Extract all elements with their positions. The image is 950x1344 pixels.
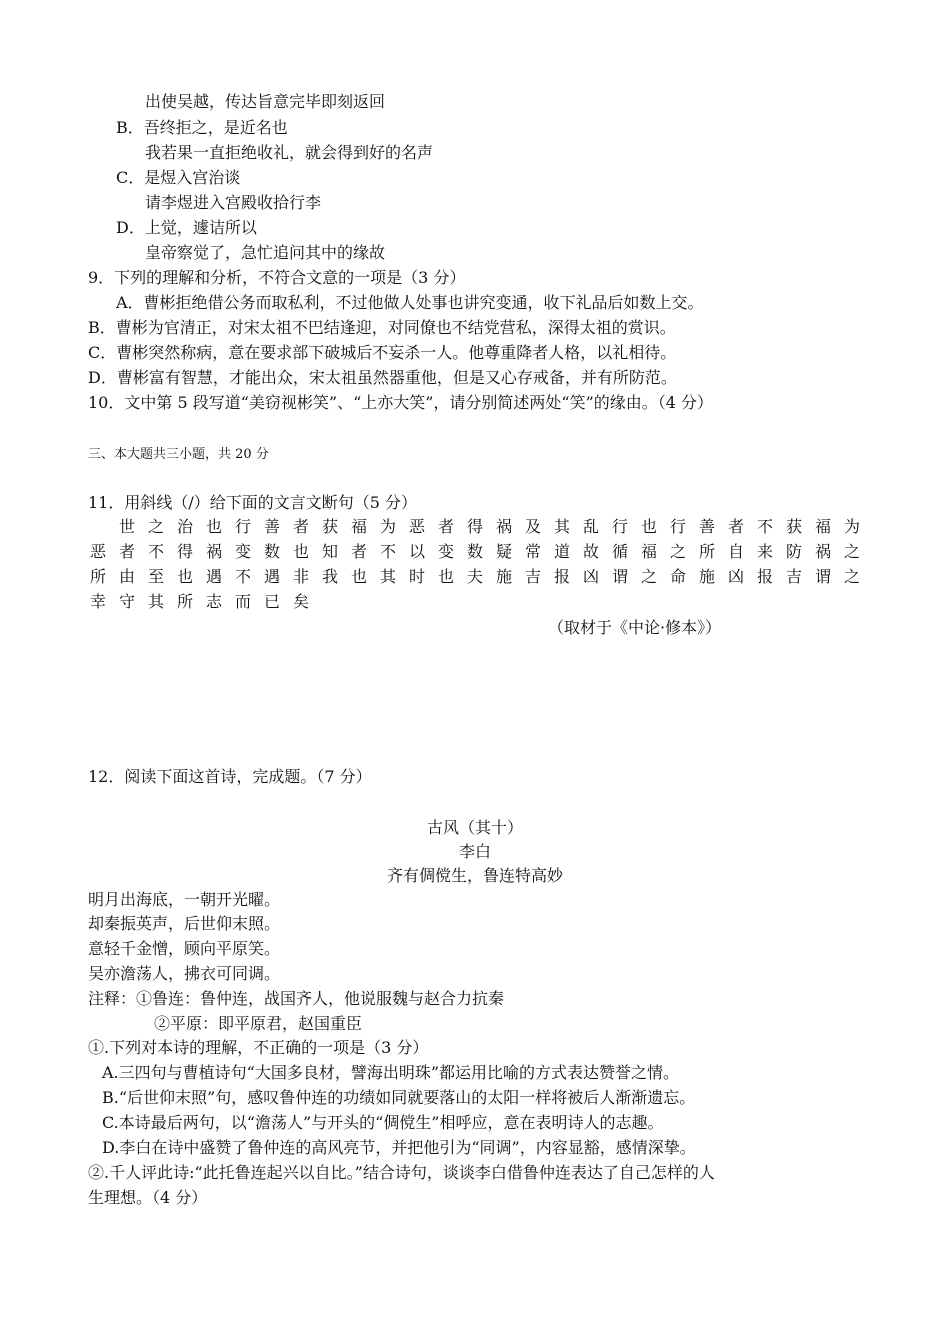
q11-passage-char: 也	[437, 567, 454, 586]
q11-passage-char: 已	[263, 592, 280, 611]
q11-passage-char: 循	[611, 542, 628, 561]
q11-passage-char: 数	[263, 542, 280, 561]
q11-passage-char: 故	[582, 542, 599, 561]
q11-passage-char: 不	[234, 567, 251, 586]
q12-option-d: D.李白在诗中盛赞了鲁仲连的高风亮节，并把他引为“同调”，内容显豁，感情深挚。	[102, 1138, 696, 1157]
q11-passage-char: 来	[756, 542, 773, 561]
poem-line-1: 齐有倜傥生，鲁连特高妙	[386, 866, 563, 885]
q11-passage-char: 幸	[89, 592, 106, 611]
q11-passage-char: 凶	[582, 567, 599, 586]
q11-passage-char: 祸	[814, 542, 831, 561]
q11-passage-char: 不	[379, 542, 396, 561]
q11-passage-char: 之	[843, 567, 860, 586]
q11-passage-row	[88, 592, 868, 612]
q12-option-a: A.三四句与曹植诗句“大国多良材，譬海出明珠”都运用比喻的方式表达赞誉之情。	[102, 1063, 680, 1082]
q11-passage-char: 数	[466, 542, 483, 561]
q11-passage-char: 由	[118, 567, 135, 586]
q11-passage-char: 守	[118, 592, 135, 611]
q9-option-d: D．曹彬富有智慧，才能出众，宋太祖虽然器重他，但是又心存戒备，并有所防范。	[88, 368, 677, 387]
q8-option-b: B．吾终拒之，是近名也	[116, 118, 288, 137]
q11-passage-char: 所	[89, 567, 106, 586]
q11-passage-char: 恶	[89, 542, 106, 561]
q11-passage-char: 道	[553, 542, 570, 561]
q11-passage-char: 福	[640, 542, 657, 561]
q11-passage-char: 者	[118, 542, 135, 561]
poem-line-2: 明月出海底，一朝开光曜。	[88, 890, 281, 909]
q11-passage-char: 志	[205, 592, 222, 611]
q11-passage-char: 之	[669, 542, 686, 561]
q12-sub1-stem: ①.下列对本诗的理解，不正确的一项是（3 分）	[88, 1038, 429, 1057]
q8-option-d: D．上觉，遽诘所以	[116, 218, 257, 237]
q11-passage-char: 祸	[495, 517, 512, 536]
q11-passage-char: 福	[350, 517, 367, 536]
q11-passage-char: 凶	[727, 567, 744, 586]
q11-passage-char: 常	[524, 542, 541, 561]
q11-passage-char: 吉	[785, 567, 802, 586]
q11-passage-char: 及	[524, 517, 541, 536]
q11-passage-char: 世	[118, 517, 135, 536]
q11-passage-char: 之	[843, 542, 860, 561]
q11-passage-char: 善	[263, 517, 280, 536]
q11-passage-char: 为	[843, 517, 860, 536]
q11-passage-char: 得	[466, 517, 483, 536]
poem-note-1: 注释：①鲁连：鲁仲连，战国齐人，他说服魏与赵合力抗秦	[88, 989, 505, 1008]
q12-option-c: C.本诗最后两句，以“澹荡人”与开头的“倜傥生”相呼应，意在表明诗人的志趣。	[102, 1113, 664, 1132]
q11-passage-char: 遇	[263, 567, 280, 586]
q11-passage-char: 善	[698, 517, 715, 536]
poem-author: 李白	[458, 842, 491, 861]
q11-passage-char: 也	[350, 567, 367, 586]
q11-passage-char: 吉	[524, 567, 541, 586]
q11-passage-char: 不	[147, 542, 164, 561]
q11-passage-char: 谓	[611, 567, 628, 586]
q11-passage-char: 非	[292, 567, 309, 586]
q11-passage-char: 报	[756, 567, 773, 586]
q12-sub2-line-2: 生理想。（4 分）	[88, 1188, 208, 1207]
q9-option-a: A．曹彬拒绝借公务而取私利，不过他做人处事也讲究变通，收下礼品后如数上交。	[116, 293, 704, 312]
q11-passage-char: 者	[350, 542, 367, 561]
q11-passage-char: 福	[814, 517, 831, 536]
q8-option-d-translation: 皇帝察觉了，急忙追问其中的缘故	[145, 243, 386, 262]
q11-passage-char: 乱	[582, 517, 599, 536]
q11-passage-char: 命	[669, 567, 686, 586]
section-3-heading: 三、本大题共三小题，共 20 分	[88, 447, 269, 462]
q11-passage-char: 行	[234, 517, 251, 536]
q11-passage-char: 其	[379, 567, 396, 586]
q11-passage-char: 获	[321, 517, 338, 536]
q11-passage-char: 祸	[205, 542, 222, 561]
q11-passage-char: 恶	[408, 517, 425, 536]
q11-passage-char: 以	[408, 542, 425, 561]
q11-passage-char: 遇	[205, 567, 222, 586]
q11-passage-char: 谓	[814, 567, 831, 586]
q11-passage-char: 施	[495, 567, 512, 586]
q11-passage-char: 所	[176, 592, 193, 611]
q11-passage-char: 时	[408, 567, 425, 586]
q8-option-b-translation: 我若果一直拒绝收礼，就会得到好的名声	[145, 143, 434, 162]
poem-line-4: 意轻千金憎，顾向平原笑。	[88, 939, 281, 958]
q11-passage-char: 也	[176, 567, 193, 586]
q9-stem: 9．下列的理解和分析，不符合文意的一项是（3 分）	[88, 268, 466, 287]
q8-option-a-translation: 出使吴越，传达旨意完毕即刻返回	[145, 92, 386, 111]
q11-passage-char: 报	[553, 567, 570, 586]
q11-passage-char: 也	[640, 517, 657, 536]
q11-passage-char: 施	[698, 567, 715, 586]
q11-passage-char: 不	[756, 517, 773, 536]
q11-passage-char: 而	[234, 592, 251, 611]
poem-title: 古风（其十）	[426, 818, 523, 837]
q11-stem: 11．用斜线（/）给下面的文言文断句（5 分）	[88, 493, 418, 512]
poem-line-3: 却秦振英声，后世仰末照。	[88, 914, 281, 933]
q11-passage-char: 其	[147, 592, 164, 611]
q11-passage-char: 者	[437, 517, 454, 536]
q11-passage-char: 行	[611, 517, 628, 536]
q11-passage-char: 防	[785, 542, 802, 561]
q11-passage-char: 得	[176, 542, 193, 561]
q12-stem: 12．阅读下面这首诗，完成题。（7 分）	[88, 767, 372, 786]
q11-passage-char: 知	[321, 542, 338, 561]
q11-passage-char: 之	[640, 567, 657, 586]
q12-sub2-line-1: ②.千人评此诗:“此托鲁连起兴以自比。”结合诗句，谈谈李白借鲁仲连表达了自己怎样的人	[88, 1163, 715, 1182]
q11-passage-char: 为	[379, 517, 396, 536]
q11-passage-char: 我	[321, 567, 338, 586]
poem-line-5: 吴亦澹荡人，拂衣可同调。	[88, 964, 281, 983]
q11-passage-char: 疑	[495, 542, 512, 561]
q11-passage-char: 治	[176, 517, 193, 536]
poem-note-2: ②平原：即平原君，赵国重臣	[154, 1014, 363, 1033]
q11-passage-char: 者	[727, 517, 744, 536]
q11-passage-row	[88, 567, 868, 587]
q11-passage-char: 变	[234, 542, 251, 561]
q8-option-c: C．是煜入宫治谈	[116, 168, 241, 187]
q12-option-b: B.“后世仰末照”句，感叹鲁仲连的功绩如同就要落山的太阳一样将被后人渐渐遗忘。	[102, 1088, 696, 1107]
q10-stem: 10．文中第 5 段写道“美窃视彬笑”、“上亦大笑”，请分别简述两处“笑”的缘由。（4 分）	[88, 393, 714, 412]
q11-passage-char: 夫	[466, 567, 483, 586]
q11-passage-row	[88, 542, 868, 562]
q11-passage-char: 之	[147, 517, 164, 536]
q11-passage-char: 其	[553, 517, 570, 536]
q11-passage-char: 矣	[292, 592, 309, 611]
q11-passage-row	[88, 517, 868, 537]
q9-option-c: C．曹彬突然称病，意在要求部下破城后不妄杀一人。他尊重降者人格，以礼相待。	[88, 343, 677, 362]
q11-passage-char: 变	[437, 542, 454, 561]
q11-passage-char: 行	[669, 517, 686, 536]
q11-source: （取材于《中论·修本》）	[548, 618, 722, 637]
q9-option-b: B．曹彬为官清正，对宋太祖不巴结逢迎，对同僚也不结党营私，深得太祖的赏识。	[88, 318, 676, 337]
q11-passage-char: 也	[292, 542, 309, 561]
q11-passage-char: 至	[147, 567, 164, 586]
q11-passage-char: 获	[785, 517, 802, 536]
q11-passage-char: 所	[698, 542, 715, 561]
q8-option-c-translation: 请李煜进入宫殿收拾行李	[145, 193, 322, 212]
q11-passage-char: 者	[292, 517, 309, 536]
q11-passage-char: 也	[205, 517, 222, 536]
q11-passage-char: 自	[727, 542, 744, 561]
